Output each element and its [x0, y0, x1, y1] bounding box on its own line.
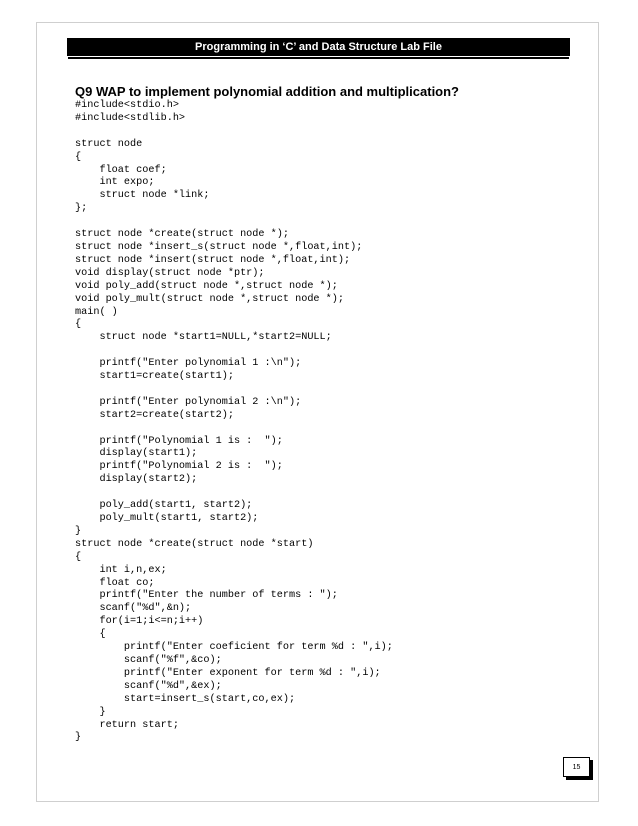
code-listing: #include<stdio.h> #include<stdlib.h> struct node { float coef; int expo; struct node *link; }; struct node *create(struct node *); struct node *insert_s(struct node *,float,int); struct node *insert(struct node *,float,int); void display(struct node *ptr); void poly_add(struct node *,struct node *); void poly_mult(struct node *,struct node *); main( ) { struct node *start1=NULL,*start2=NULL; printf("Enter polynomial 1 :\n"); start1=create(start1); printf("Enter polynomial 2 :\n"); start2=create(start2); printf("Polynomial 1 is : "); display(start1); printf("Polynomial 2 is : "); display(start2); poly_add(start1, start2); poly_mult(start1, start2); } struct node *create(struct node *start) { int i,n,ex; float co; printf("Enter the number of terms : "); scanf("%d",&n); for(i=1;i<=n;i++) { printf("Enter coeficient for term %d : ",i); scanf("%f",&co); printf("Enter exponent for term %d : ",i); scanf("%d",&ex); start=insert_s(start,co,ex); } return start; } [75, 100, 393, 744]
running-header [67, 38, 570, 56]
page-number-box [563, 757, 590, 777]
page-number: 15 [572, 763, 581, 771]
question-title: Q9 WAP to implement polynomial addition and multiplication? [75, 84, 460, 99]
header-title: Programming in ‘C’ and Data Structure Lab File [195, 41, 442, 53]
